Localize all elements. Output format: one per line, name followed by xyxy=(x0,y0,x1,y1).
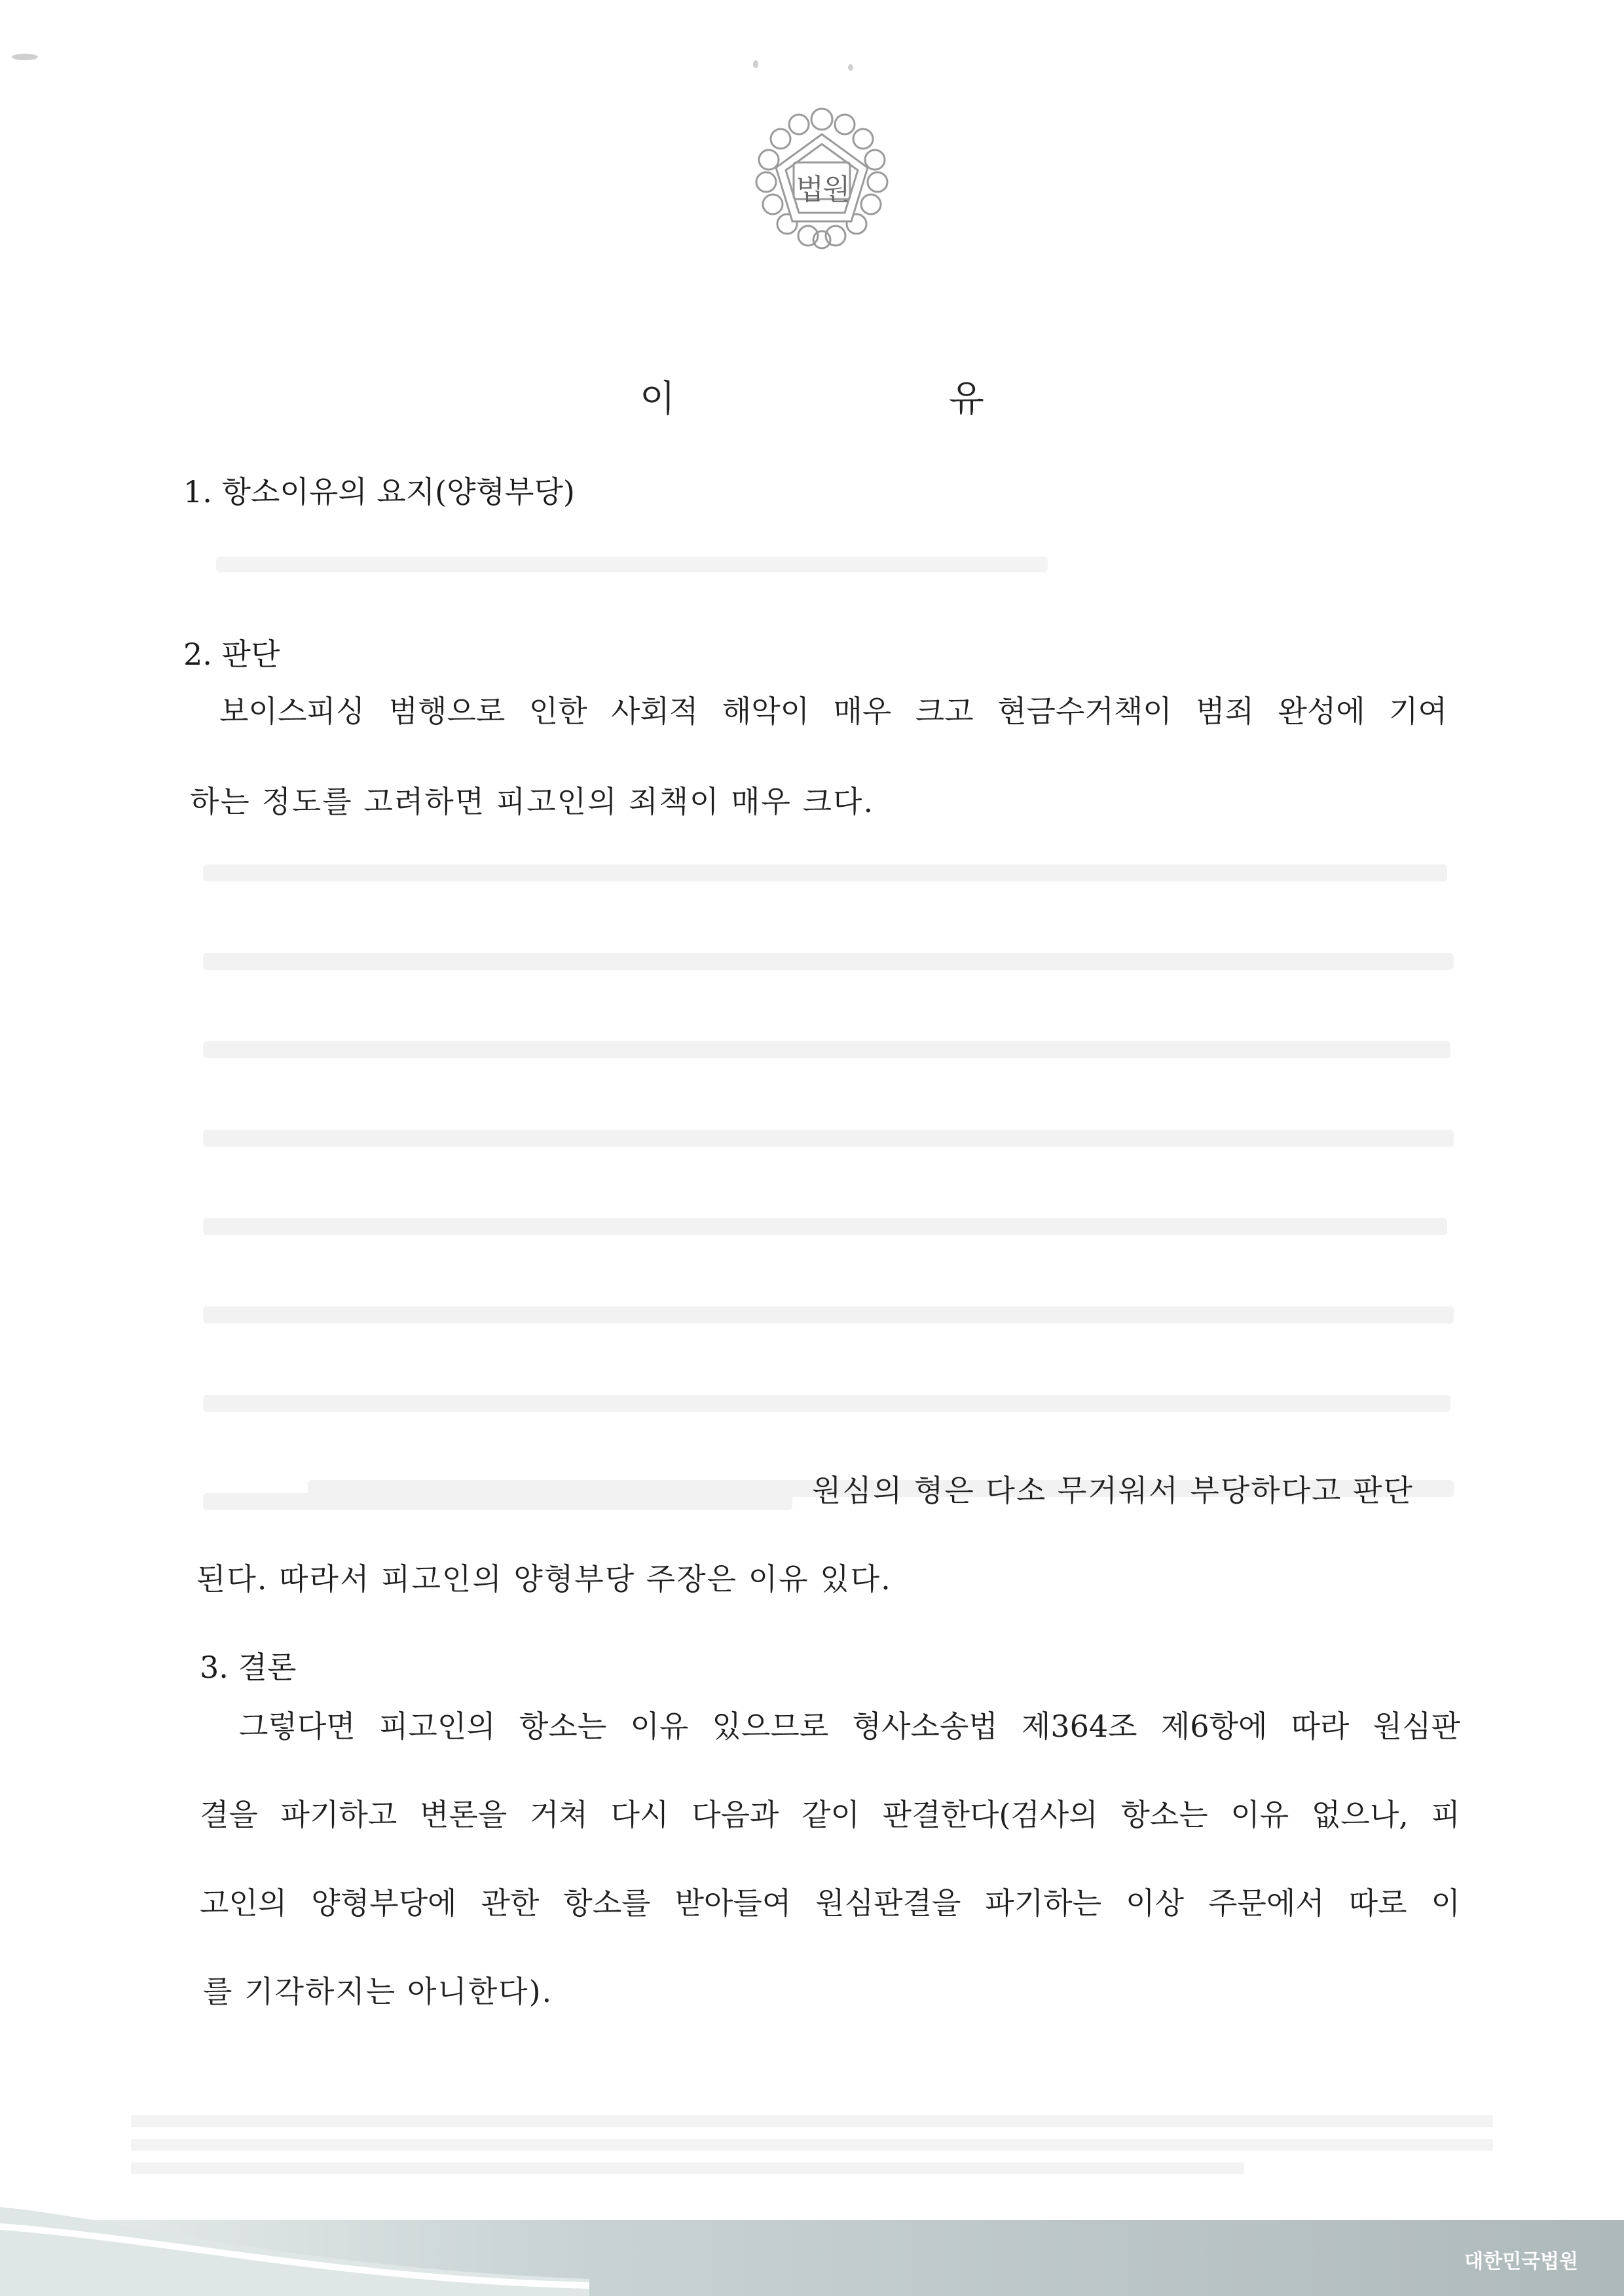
section-1-heading: 1. 항소이유의 요지(양형부당) xyxy=(183,474,575,509)
faded-footer-notice xyxy=(131,2115,1506,2187)
faded-paragraph xyxy=(203,851,1454,1513)
section-3-line4: 를 기각하지는 아니한다). xyxy=(203,1974,553,2009)
faded-text-line xyxy=(216,557,1048,572)
section-3-line1: 그렇다면 피고인의 항소는 이유 있으므로 형사소송법 제364조 제6항에 따라 원심판 xyxy=(239,1709,1460,1744)
footer-swoosh-graphic xyxy=(0,2181,589,2296)
section-2-para1-line1: 보이스피싱 범행으로 인한 사회적 해악이 매우 크고 현금수거책이 범죄 완성에 기여 xyxy=(219,694,1447,729)
section-3-heading: 3. 결론 xyxy=(200,1650,297,1685)
section-3-line2: 결을 파기하고 변론을 거쳐 다시 다음과 같이 판결한다(검사의 항소는 이유 없으나, 피 xyxy=(200,1797,1460,1832)
section-2-heading: 2. 판단 xyxy=(183,637,280,672)
section-3-line3: 고인의 양형부당에 관한 항소를 받아들여 원심판결을 파기하는 이상 주문에서 따로 이 xyxy=(200,1885,1460,1921)
section-2-para1-line2: 하는 정도를 고려하면 피고인의 죄책이 매우 크다. xyxy=(190,784,875,819)
page-title: 이 유 xyxy=(640,378,1115,420)
section-2-para2-tail: 원심의 형은 다소 무거워서 부당하다고 판단 xyxy=(812,1473,1414,1508)
faded-text-line xyxy=(203,1493,792,1510)
scan-speck xyxy=(12,54,38,60)
seal-text: 법원 xyxy=(796,173,849,206)
footer-court-label: 대한민국법원 xyxy=(1464,2250,1578,2273)
section-2-para2-line2: 된다. 따라서 피고인의 양형부당 주장은 이유 있다. xyxy=(196,1561,892,1597)
scan-speck xyxy=(848,64,853,71)
scan-speck xyxy=(753,60,758,68)
